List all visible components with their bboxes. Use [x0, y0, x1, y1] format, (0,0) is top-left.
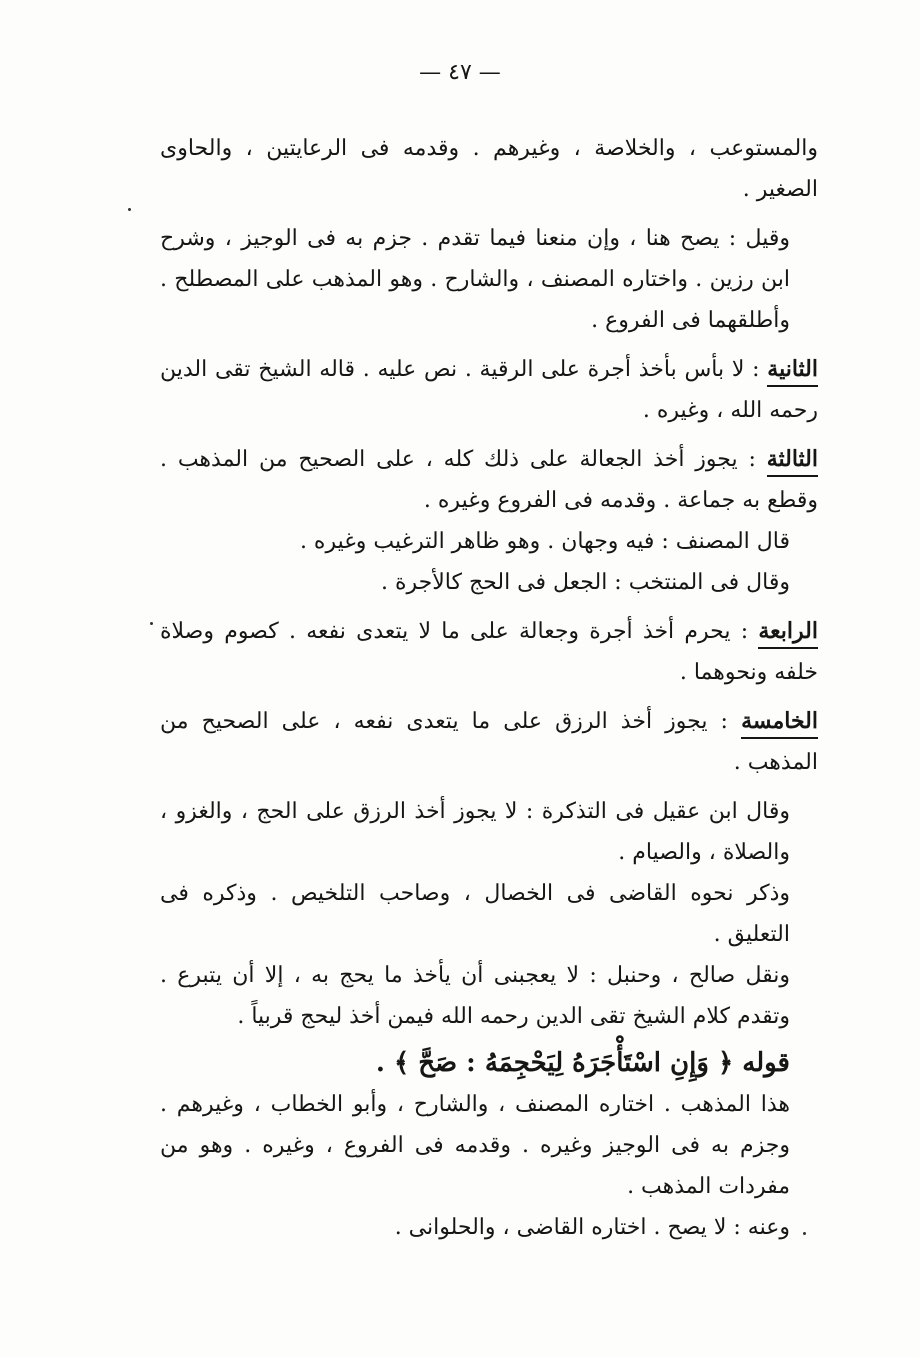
paragraph-7	[160, 611, 818, 693]
paragraph-4	[160, 439, 818, 521]
heading-third: الثالثة	[767, 446, 818, 477]
paragraph-10: وذكر نحوه القاضى فى الخصال ، وصاحب التلخيص . وذكره فى التعليق .	[160, 881, 790, 947]
quoted-text: ﴿ وَإِنِ اسْتَأْجَرَهُ لِيَحْجِمَهُ : صَحَّ ﴾ .	[375, 1048, 743, 1078]
heading-fifth: الخامسة	[741, 708, 818, 739]
paragraph-5: قال المصنف : فيه وجهان . وهو ظاهر الترغيب وغيره .	[299, 529, 790, 554]
paragraph-8-text: : يجوز أخذ الرزق على ما يتعدى نفعه ، على الصحيح من المذهب .	[160, 709, 818, 775]
page-body	[160, 128, 818, 1248]
paragraph-12	[160, 1043, 818, 1084]
paragraph-13: هذا المذهب . اختاره المصنف ، والشارح ، وأبو الخطاب ، وغيرهم . وجزم به فى الوجيز وغيره . وقدمه فى الفروع ، وغيره . وهو من مفردات المذهب .	[160, 1092, 790, 1199]
paragraph-6: وقال فى المنتخب : الجعل فى الحج كالأجرة .	[381, 570, 790, 595]
paragraph-3	[160, 349, 818, 431]
paragraph-11: ونقل صالح ، وحنبل : لا يعجبنى أن يأخذ ما يحج به ، إلا أن يتبرع . وتقدم كلام الشيخ تقى الدين رحمه الله فيمن أخذ ليحج قربياً .	[160, 963, 790, 1029]
paragraph-8	[160, 701, 818, 783]
paragraph-14: وعنه : لا يصح . اختاره القاضى ، والحلوانى .	[394, 1215, 790, 1240]
heading-second: الثانية	[767, 356, 818, 387]
heading-fourth: الرابعة	[758, 618, 818, 649]
qawl-label: قوله	[742, 1048, 790, 1078]
paragraph-1: والمستوعب ، والخلاصة ، وغيرهم . وقدمه فى الرعايتين ، والحاوى الصغير .	[160, 136, 818, 202]
scan-speck	[150, 622, 153, 625]
scan-speck	[128, 208, 131, 211]
scan-speck	[803, 1232, 806, 1235]
page-number: — ٤٧ —	[419, 60, 501, 85]
paragraph-2: وقيل : يصح هنا ، وإن منعنا فيما تقدم . جزم به فى الوجيز ، وشرح ابن رزين . واختاره المصنف ، والشارح . وهو المذهب على المصطلح . وأطلقهما فى الفروع .	[160, 226, 790, 333]
paragraph-3-text: : لا بأس بأخذ أجرة على الرقية . نص عليه . قاله الشيخ تقى الدين رحمه الله ، وغيره .	[160, 357, 818, 423]
paragraph-7-text: : يحرم أخذ أجرة وجعالة على ما لا يتعدى نفعه . كصوم وصلاة خلفه ونحوهما .	[160, 619, 818, 685]
paragraph-9: وقال ابن عقيل فى التذكرة : لا يجوز أخذ الرزق على الحج ، والغزو ، والصلاة ، والصيام .	[160, 799, 790, 865]
paragraph-4-text: : يجوز أخذ الجعالة على ذلك كله ، على الصحيح من المذهب . وقطع به جماعة . وقدمه فى الفروع وغيره .	[160, 447, 818, 513]
